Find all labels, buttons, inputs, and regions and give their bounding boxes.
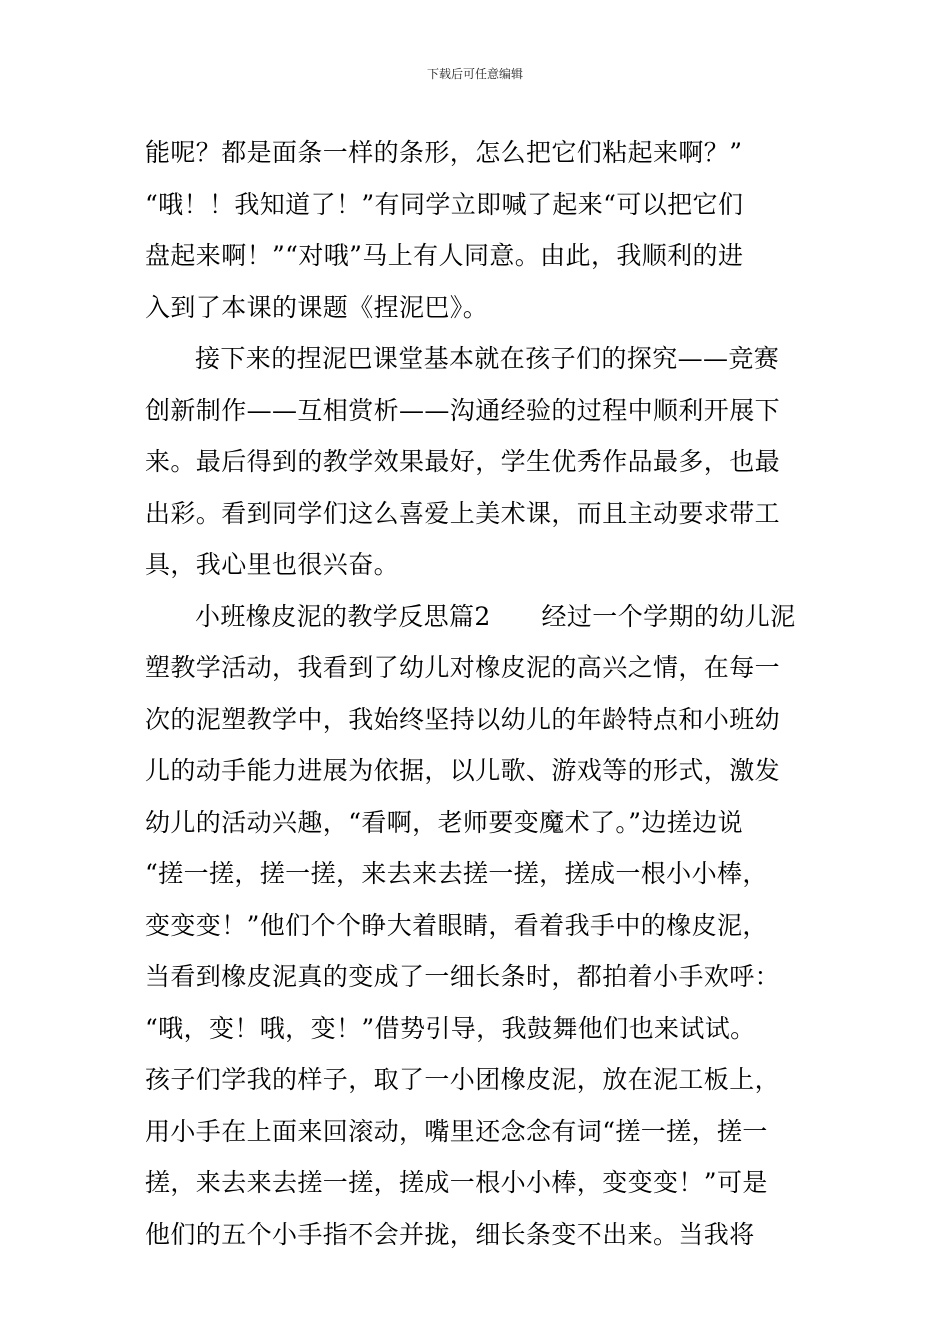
text-line: 盘起来啊！”“对哦”马上有人同意。由此，我顺利的进 <box>145 241 744 270</box>
text-line: 搓，来去来去搓一搓，搓成一根小小棒，变变变！”可是 <box>145 1168 768 1197</box>
text-line: 具，我心里也很兴奋。 <box>145 550 400 579</box>
text-line: 塑教学活动，我看到了幼儿对橡皮泥的高兴之情，在每一 <box>145 653 781 682</box>
text-line: 出彩。看到同学们这么喜爱上美术课，而且主动要求带工 <box>145 498 781 528</box>
text-line: 接下来的捏泥巴课堂基本就在孩子们的探究——竞赛 <box>195 344 780 373</box>
text-line: “搓一搓，搓一搓，来去来去搓一搓，搓成一根小小棒， <box>145 859 768 888</box>
text-line: 用小手在上面来回滚动，嘴里还念念有词“搓一搓，搓一 <box>145 1116 768 1146</box>
text-line: 变变变！”他们个个睁大着眼睛，看着我手中的橡皮泥， <box>145 910 768 940</box>
header-note: 下载后可任意编辑 <box>426 67 523 81</box>
text-line: 小班橡皮泥的教学反思篇2 经过一个学期的幼儿泥 <box>195 601 796 631</box>
text-line: 次的泥塑教学中，我始终坚持以幼儿的年龄特点和小班幼 <box>145 704 781 734</box>
text-line: 能呢？都是面条一样的条形，怎么把它们粘起来啊？” <box>145 138 743 167</box>
text-line: 来。最后得到的教学效果最好，学生优秀作品最多，也最 <box>145 447 781 476</box>
text-line: 入到了本课的课题《捏泥巴》。 <box>145 292 489 322</box>
body-text <box>145 127 810 1260</box>
text-line: 幼儿的活动兴趣，“看啊，老师要变魔术了。”边搓边说 <box>145 807 744 837</box>
text-line: 创新制作——互相赏析——沟通经验的过程中顺利开展下 <box>145 395 781 425</box>
text-line: 儿的动手能力进展为依据，以儿歌、游戏等的形式，激发 <box>145 756 781 785</box>
text-line: 当看到橡皮泥真的变成了一细长条时，都拍着小手欢呼： <box>145 962 781 991</box>
text-line: 他们的五个小手指不会并拢，细长条变不出来。当我将 <box>145 1219 755 1249</box>
text-line: 孩子们学我的样子，取了一小团橡皮泥，放在泥工板上， <box>145 1065 781 1094</box>
text-line: “哦！！我知道了！”有同学立即喊了起来“可以把它们 <box>145 189 744 219</box>
text-line: “哦，变！哦，变！”借势引导，我鼓舞他们也来试试。 <box>145 1013 756 1043</box>
